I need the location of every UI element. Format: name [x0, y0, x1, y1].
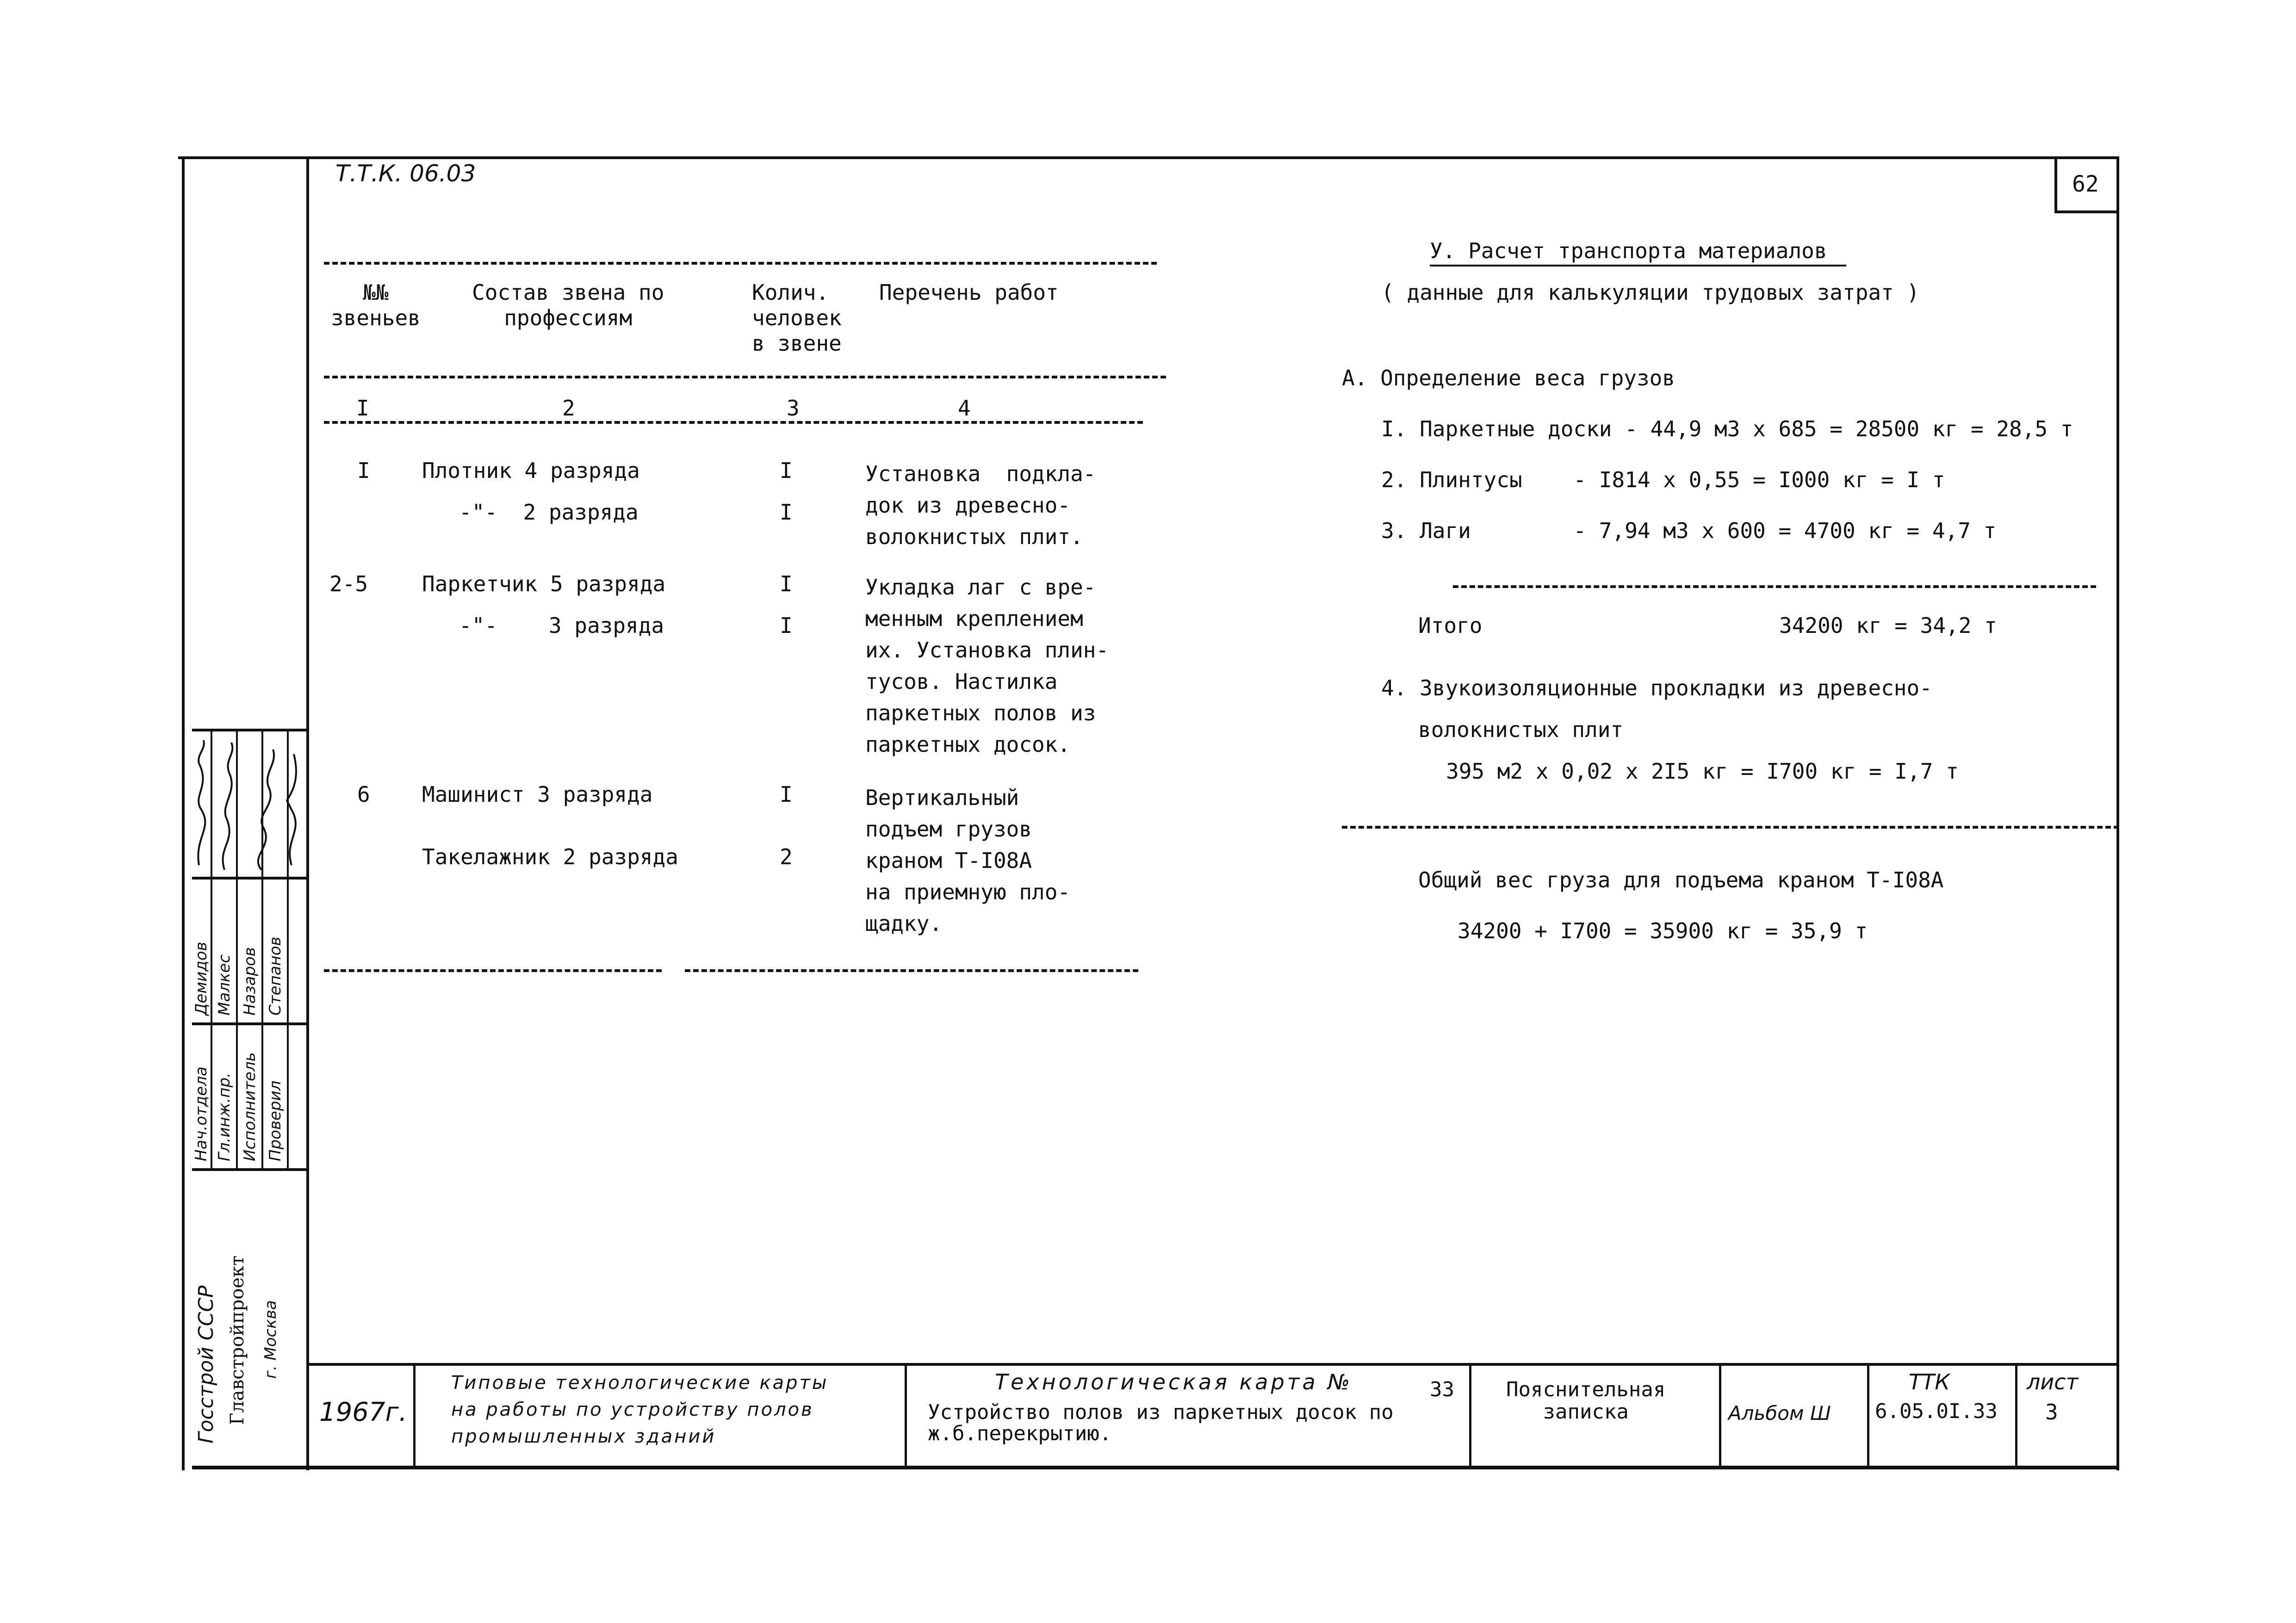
org-line-1: Госстрой СССР — [194, 1285, 218, 1443]
table-row-3-num: 6 — [357, 782, 370, 807]
tb-album: Альбом Ш — [1728, 1402, 1831, 1425]
table-row-3-prof-1: Машинист 3 разряда — [422, 782, 653, 807]
doc-code: Т.Т.К. 06.03 — [335, 160, 476, 187]
col-numbers-dash — [324, 421, 1143, 424]
header-crew-composition: Состав звена по профессиям — [472, 280, 664, 331]
stamp-name-2: Малкес — [215, 954, 234, 1016]
table-bottom-dash-left — [324, 969, 662, 972]
overall-weight-label: Общий вес груза для подъема краном Т-I08А — [1418, 867, 1944, 892]
header-works-list: Перечень работ — [879, 280, 1059, 305]
left-inner-border — [306, 156, 309, 1470]
tb-sheet-label: лист — [2027, 1369, 2079, 1394]
table-row-1-prof-1: Плотник 4 разряда — [422, 458, 640, 483]
stamp-role-3: Исполнитель — [241, 1052, 259, 1161]
tb-year: 1967г. — [319, 1397, 407, 1427]
table-row-1-num: I — [357, 458, 370, 483]
table-row-2-count-2: I — [780, 613, 793, 638]
tb-ttk-code: 6.05.0I.33 — [1875, 1400, 1998, 1423]
stamp-role-2: Гл.инж.пр. — [215, 1072, 234, 1161]
total-label: Итого — [1418, 613, 1483, 638]
stamp-mid-line-2 — [192, 1022, 308, 1025]
table-row-2-count-1: I — [780, 571, 793, 596]
stamp-name-3: Назаров — [241, 947, 259, 1016]
transport-title-underline — [1430, 265, 1846, 266]
table-row-1-works: Установка подкла- док из древесно- волокнистых плит. — [865, 461, 1096, 549]
transport-item-4-line-1: 4. Звукоизоляционные прокладки из древесно- — [1381, 675, 1932, 700]
tb-divider-6 — [2015, 1363, 2017, 1467]
top-border — [178, 156, 2119, 159]
tb-divider-1 — [413, 1363, 416, 1467]
stamp-name-4: Степанов — [266, 936, 285, 1016]
title-block-top-line — [309, 1363, 2118, 1366]
tb-divider-3 — [1469, 1363, 1471, 1467]
table-row-1-prof-2: -"- 2 разряда — [459, 500, 639, 525]
tb-card-number: 33 — [1430, 1378, 1454, 1401]
table-row-1-count-2: I — [780, 500, 793, 525]
transport-item-2: 2. Плинтусы - I814 х 0,55 = I000 кг = I т — [1381, 467, 1945, 492]
table-row-2-num: 2-5 — [329, 571, 368, 596]
bottom-border — [192, 1466, 2119, 1469]
table-row-2-prof-2: -"- 3 разряда — [459, 613, 664, 638]
tb-divider-4 — [1719, 1363, 1721, 1467]
col-number-1: I — [356, 396, 369, 421]
table-row-2-prof-1: Паркетчик 5 разряда — [422, 571, 666, 596]
transport-title: У. Расчет транспорта материалов — [1430, 238, 1827, 263]
page-number: 62 — [2072, 171, 2099, 197]
tb-ttk-label: ТТК — [1909, 1369, 1950, 1394]
tb-series-title: Типовые технологические карты на работы по устройству полов промышленных зданий — [451, 1372, 829, 1447]
right-border — [2116, 156, 2119, 1470]
header-bottom-dash — [324, 376, 1166, 378]
header-crew-count: Колич. человек в звене — [752, 280, 842, 356]
col-number-4: 4 — [958, 396, 971, 421]
table-row-3-count-1: I — [780, 782, 793, 807]
header-crew-number: №№ звеньев — [331, 280, 421, 331]
col-number-3: 3 — [787, 396, 800, 421]
tb-divider-2 — [905, 1363, 907, 1467]
tb-divider-5 — [1867, 1363, 1869, 1467]
transport-item-4-line-2: волокнистых плит — [1418, 717, 1624, 742]
org-line-3: г. Москва — [261, 1300, 280, 1379]
tb-sheet-number: 3 — [2045, 1400, 2058, 1425]
stamp-mid-line-1 — [192, 877, 308, 880]
total-value: 34200 кг = 34,2 т — [1779, 613, 1997, 638]
stamp-name-1: Демидов — [192, 942, 211, 1016]
overall-separator-dash — [1342, 826, 2119, 829]
overall-weight-calc: 34200 + I700 = 35900 кг = 35,9 т — [1458, 918, 1868, 943]
total-separator-dash — [1453, 585, 2096, 588]
table-top-dash — [324, 262, 1157, 265]
stamp-role-1: Нач.отдела — [192, 1066, 211, 1161]
org-line-2: Главстройпроект — [227, 1255, 248, 1425]
table-row-1-count-1: I — [780, 458, 793, 483]
table-row-3-prof-2: Такелажник 2 разряда — [422, 844, 678, 869]
tb-doc-type: Пояснительная записка — [1506, 1378, 1666, 1424]
section-a-heading: А. Определение веса грузов — [1342, 365, 1675, 390]
table-row-3-works: Вертикальный подъем грузов краном Т-I08А на приемную пло- щадку. — [865, 785, 1071, 936]
table-row-2-works: Укладка лаг с вре- менным креплением их. Установка плин- тусов. Настилка паркетных полов из паркетных досок. — [865, 575, 1109, 757]
stamp-mid-line-3 — [192, 1168, 308, 1171]
transport-item-1: I. Паркетные доски - 44,9 м3 х 685 = 28500 кг = 28,5 т — [1381, 416, 2073, 441]
table-bottom-dash-right — [685, 969, 1138, 972]
page-box-bottom — [2054, 211, 2119, 213]
transport-item-3: 3. Лаги - 7,94 м3 х 600 = 4700 кг = 4,7 т — [1381, 518, 1997, 543]
signatures-graphic — [185, 736, 305, 874]
transport-subtitle: ( данные для калькуляции трудовых затрат ) — [1381, 280, 1920, 305]
stamp-role-4: Проверил — [266, 1080, 285, 1161]
col-number-2: 2 — [562, 396, 575, 421]
transport-item-4-calc: 395 м2 х 0,02 х 2I5 кг = I700 кг = I,7 т — [1446, 759, 1959, 784]
tb-card-title: Технологическая карта № — [995, 1369, 1353, 1394]
stamp-top-line — [192, 729, 308, 731]
tb-card-subject: Устройство полов из паркетных досок по ж.б.перекрытию. — [928, 1400, 1394, 1445]
page-box-left — [2054, 156, 2057, 212]
table-row-3-count-2: 2 — [780, 844, 793, 869]
left-outer-border — [182, 156, 185, 1470]
